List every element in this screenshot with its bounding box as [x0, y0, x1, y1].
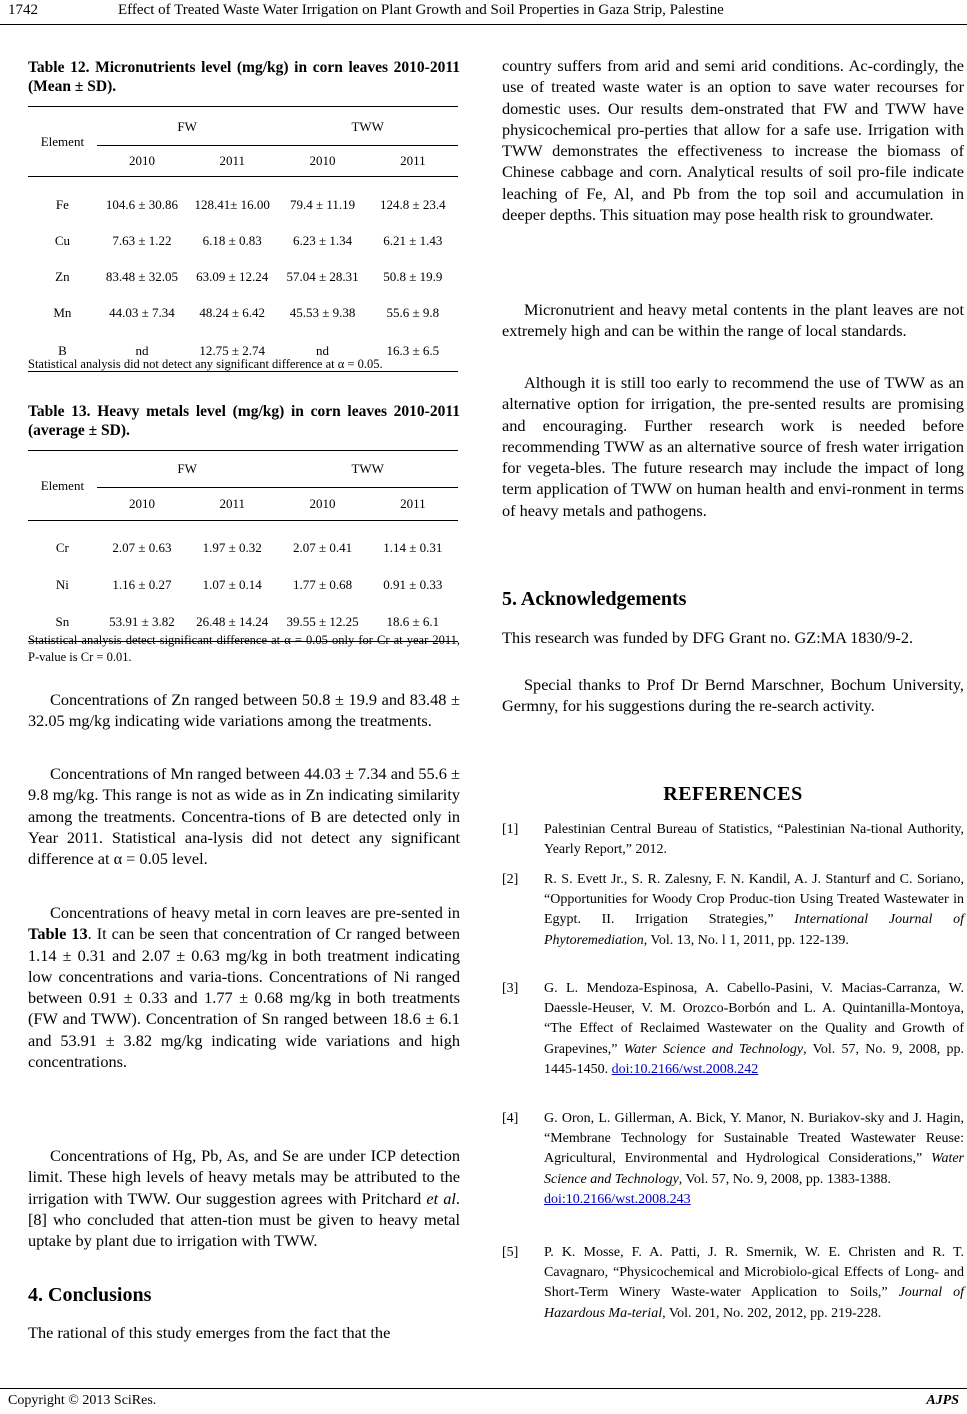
conclusions-heading: 4. Conclusions	[28, 1284, 152, 1306]
table-cell: 1.14 ± 0.31	[383, 540, 443, 555]
reference-item	[502, 1109, 964, 1233]
table-cell: 0.91 ± 0.33	[383, 577, 443, 592]
table-cell: 39.55 ± 12.25	[286, 614, 359, 629]
table-cell: 7.63 ± 1.22	[112, 233, 172, 248]
table13-note: Statistical analysis detect significant difference at α = 0.05 only for Cr at year 2011, P-value is Cr = 0.01.	[28, 633, 460, 664]
table-cell: 83.48 ± 32.05	[105, 269, 179, 284]
table13-year: 2011	[368, 488, 458, 521]
reference-number: [4]	[502, 1111, 519, 1126]
row-element: Mn	[53, 305, 72, 320]
table-cell: 26.48 ± 14.24	[196, 614, 269, 629]
reference-body: P. K. Mosse, F. A. Patti, J. R. Smernik, W. E. Christen and R. T. Cavagnaro, “Physicochemical and Microbiolo-gical Effects of Long- and Short-Term Winery Waste-water Application to Soils,”	[544, 1245, 964, 1301]
reference-text	[544, 1109, 964, 1210]
body-paragraph: Special thanks to Prof Dr Bernd Marschner, Bochum University, Germny, for his suggestions during the re-search activity.	[502, 675, 964, 716]
row-element: Zn	[55, 269, 70, 284]
reference-details: , Vol. 57, No. 9, 2008, pp. 1445-1450.	[544, 1041, 964, 1077]
table12-element-header: Element	[28, 107, 97, 177]
table12-caption: Table 12. Micronutrients level (mg/kg) in corn leaves 2010-2011 (Mean ± SD).	[28, 59, 460, 95]
table13-caption: Table 13. Heavy metals level (mg/kg) in corn leaves 2010-2011 (average ± SD).	[28, 403, 460, 439]
table-row	[28, 295, 458, 331]
page-header	[0, 0, 967, 28]
table12	[28, 106, 458, 372]
reference-doi-link[interactable]: doi:10.2166/wst.2008.243	[544, 1191, 691, 1207]
table13-element-header: Element	[28, 451, 97, 521]
table-cell: 18.6 ± 6.1	[386, 614, 440, 629]
body-paragraph: Micronutrient and heavy metal contents in the plant leaves are not extremely high and can be within the range of local standards.	[502, 300, 964, 341]
table-cell: 53.91 ± 3.82	[109, 614, 175, 629]
table13-year: 2010	[277, 488, 367, 521]
table-cell: 1.77 ± 0.68	[292, 577, 353, 592]
reference-item	[502, 979, 964, 1103]
table13-fw-header: FW	[177, 461, 197, 476]
table-cell: 50.8 ± 19.9	[383, 269, 443, 284]
references-heading: REFERENCES	[663, 783, 803, 805]
paragraph-text: . It can be seen that concentration of Cr ranged between 1.14 ± 0.31 and 2.07 ± 0.63 mg/kg in both treatment indicating low concentrations and varia-tions. Concentrations of Ni ranged between 0.91 ± 0.33 and 1.77 ± 0.68 mg/kg in both treatments (FW and TWW). Concentration of Sn ranged between 18.6 ± 6.1 and 53.91 ± 3.82 mg/kg indicating wide variations and high concentrations.	[28, 924, 460, 1072]
table-cell: 124.8 ± 23.4	[380, 197, 446, 212]
table-cell: 6.23 ± 1.34	[292, 233, 353, 248]
table-cell: 12.75 ± 2.74	[199, 343, 266, 358]
body-paragraph: country suffers from arid and semi arid conditions. Ac-cordingly, the use of treated waste water is an option to save water recourses for domestic uses. Our results dem-onstrated that FW and TWW have physicochemical pro-perties that allow for a safe use. Irrigation with TWW demonstrates the effectiveness to increase the biomass of Chinese cabbage and corn. Analytical results of soil pro-file indicate leaching of Fe, Al, and Pb from the top soil and accumulation in deeper depths. This situation may pose health risk to groundwater.	[502, 56, 964, 225]
table-cell: 128.41± 16.00	[194, 197, 270, 212]
paragraph-text: . [8] who concluded that atten-tion must be given to heavy metal uptake by plant due to irrigation with TWW.	[28, 1188, 460, 1251]
table-cell: 1.07 ± 0.14	[202, 577, 262, 592]
reference-number: [2]	[502, 872, 519, 887]
reference-journal: Water Science and Technology	[544, 1151, 964, 1187]
table-cell: 79.4 ± 11.19	[289, 197, 356, 212]
table-row	[28, 521, 458, 568]
table13	[28, 450, 458, 642]
body-paragraph: Concentrations of Mn ranged between 44.03 ± 7.34 and 55.6 ± 9.8 mg/kg. This range is not as wide as in Zn indicating similarity among the treatments. Concentra-tions of B are detected only in Year 2011. Statistical ana-lysis did not detect any significant difference at α = 0.05 level.	[28, 764, 460, 869]
table-row	[28, 177, 458, 224]
row-element: Ni	[55, 577, 69, 592]
table-cell: 55.6 ± 9.8	[386, 305, 440, 320]
running-title: Effect of Treated Waste Water Irrigation on Plant Growth and Soil Properties in Gaza Strip, Palestine	[118, 2, 724, 18]
header-divider	[0, 24, 967, 25]
table-reference: Table 13	[28, 924, 88, 944]
table-cell: 63.09 ± 12.24	[196, 269, 269, 284]
page-number: 1742	[8, 2, 38, 18]
table12-year: 2010	[277, 146, 367, 177]
body-paragraph: Although it is still too early to recommend the use of TWW as an alternative option for irrigation, the pre-sented results are promising and encouraging. Further research work is needed before recommending TWW as an alternative source of fresh water irrigation for vegeta-bles. The future research may include the impact of long term application of TWW on human health and envi-ronment in terms of heavy metals and pathogens.	[502, 373, 964, 520]
table-cell: 1.16 ± 0.27	[112, 577, 172, 592]
reference-journal: Water Science and Technology	[623, 1041, 804, 1057]
reference-text	[544, 1243, 964, 1324]
acknowledgements-heading: 5. Acknowledgements	[502, 588, 687, 610]
reference-details: , Vol. 13, No. l 1, 2011, pp. 122-139.	[643, 932, 849, 948]
reference-item	[502, 1243, 964, 1353]
reference-body: G. L. Mendoza-Espinosa, A. Cabello-Pasini, V. Macias-Carranza, W. Daessle-Heuser, V. M. Orozco-Borbón and L. A. Quintanilla-Montoya, “The Effect of Reclaimed Wastewater on the Quality and Growth of Grapevines,”	[544, 981, 964, 1057]
body-paragraph: The rational of this study emerges from the fact that the	[28, 1323, 391, 1342]
reference-number: [3]	[502, 981, 519, 996]
reference-doi-link[interactable]: doi:10.2166/wst.2008.242	[611, 1061, 759, 1077]
table-cell: 2.07 ± 0.41	[292, 540, 353, 555]
table13-year: 2011	[187, 488, 277, 521]
table12-tww-header: TWW	[351, 119, 384, 134]
reference-item	[502, 870, 964, 954]
reference-journal: International Journal of Phytoremediation	[544, 912, 964, 948]
table-cell: 2.07 ± 0.63	[112, 540, 172, 555]
table-cell: nd	[316, 343, 330, 358]
footer-divider	[0, 1388, 967, 1389]
body-paragraph	[28, 902, 460, 1072]
table-cell: 1.97 ± 0.32	[202, 540, 262, 555]
reference-number: [1]	[502, 822, 519, 837]
body-paragraph: This research was funded by DFG Grant no. GZ:MA 1830/9-2.	[502, 628, 914, 647]
table-cell: 16.3 ± 6.5	[386, 343, 440, 358]
body-paragraph	[28, 1145, 460, 1251]
table12-year: 2011	[368, 146, 458, 177]
table12-year: 2010	[97, 146, 187, 177]
table12-year: 2011	[187, 146, 277, 177]
reference-text	[544, 870, 964, 951]
table-cell: 104.6 ± 30.86	[105, 197, 179, 212]
row-element: Sn	[55, 614, 70, 629]
row-element: Cu	[54, 233, 70, 248]
table12-fw-header: FW	[177, 119, 197, 134]
reference-details: , Vol. 201, No. 202, 2012, pp. 219-228.	[662, 1305, 882, 1321]
row-element: B	[58, 343, 67, 358]
table-row	[28, 567, 458, 603]
reference-body: R. S. Evett Jr., S. R. Zalesny, F. N. Kandil, A. J. Stanturf and C. Soriano, “Opportunities for Woody Crop Produc-tion Using Treated Wastewater in Egypt. II. Irrigation Strategies,”	[544, 872, 964, 928]
table-cell: 6.21 ± 1.43	[383, 233, 443, 248]
table-cell: 48.24 ± 6.42	[199, 305, 266, 320]
journal-abbreviation: AJPS	[926, 1393, 959, 1408]
table-row	[28, 223, 458, 259]
reference-body: G. Oron, L. Gillerman, A. Bick, Y. Manor, N. Buriakov-sky and J. Hagin, “Membrane Technology for Sustainable Treated Wastewater Reuse: Agricultural, Environmental and Hydrological Considerations,”	[544, 1111, 964, 1167]
table13-tww-header: TWW	[351, 461, 384, 476]
reference-details: , Vol. 57, No. 9, 2008, pp. 1383-1388.	[678, 1171, 891, 1187]
table-cell: 57.04 ± 28.31	[286, 269, 359, 284]
paragraph-text: Concentrations of Hg, Pb, As, and Se are under ICP detection limit. These high levels of heavy metals may be attributed to the irrigation with TWW. Our suggestion agrees with Pritchard	[28, 1146, 460, 1208]
reference-body: Palestinian Central Bureau of Statistics, “Palestinian Na-tional Authority, Yearly Report,” 2012.	[544, 822, 964, 858]
copyright-notice: Copyright © 2013 SciRes.	[8, 1393, 157, 1408]
et-al: et al	[426, 1188, 456, 1208]
table-cell: nd	[135, 343, 149, 358]
reference-text	[544, 820, 964, 860]
row-element: Cr	[55, 540, 69, 555]
reference-item	[502, 820, 964, 864]
table-cell: 45.53 ± 9.38	[289, 305, 356, 320]
table-cell: 44.03 ± 7.34	[109, 305, 175, 320]
table13-year: 2010	[97, 488, 187, 521]
reference-number: [5]	[502, 1245, 519, 1260]
paragraph-text: Concentrations of heavy metal in corn leaves are pre-sented in	[50, 903, 460, 922]
body-paragraph: Concentrations of Zn ranged between 50.8 ± 19.9 and 83.48 ± 32.05 mg/kg indicating wide variations among the treatments.	[28, 690, 460, 731]
table12-note: Statistical analysis did not detect any significant difference at α = 0.05.	[28, 357, 383, 371]
reference-journal: Journal of Hazardous Ma-terial	[544, 1285, 964, 1321]
table-cell: 6.18 ± 0.83	[202, 233, 262, 248]
row-element: Fe	[55, 197, 69, 212]
table-row	[28, 259, 458, 295]
reference-text	[544, 979, 964, 1080]
